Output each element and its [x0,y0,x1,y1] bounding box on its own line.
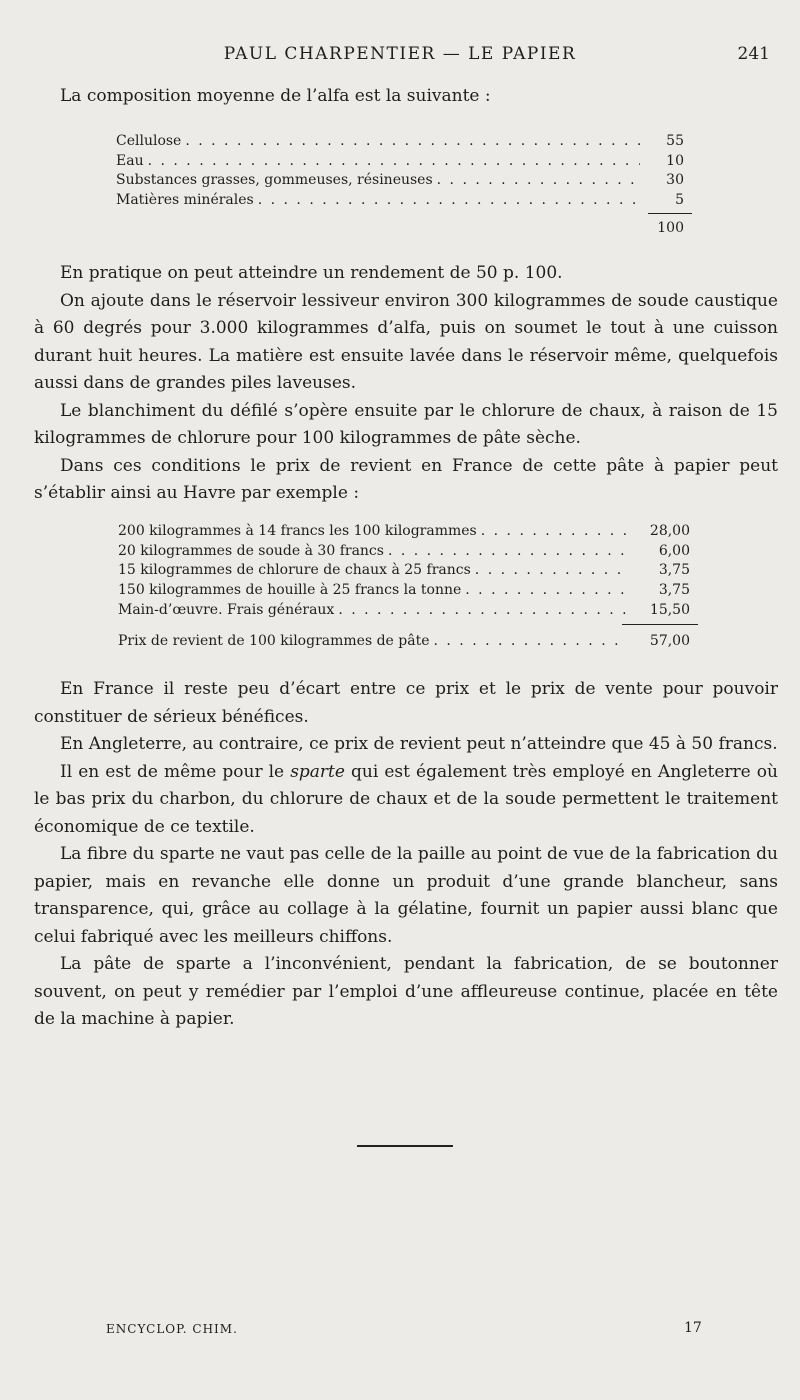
row-label: Eau [116,152,144,169]
total-value: 57,00 [649,633,690,649]
row-label: Cellulose [116,133,182,149]
dot-leader [185,133,640,149]
running-head [0,44,800,68]
paragraph: En pratique on peut atteindre un rendement de 50 p. 100. [60,263,563,283]
table-row [116,192,684,212]
table-row [116,133,684,153]
paragraph [34,759,778,842]
cost-total-row [118,633,690,649]
row-value: 6,00 [658,542,690,559]
text-run: qui est également très employé en Angleterre où le bas prix du charbon, du chlorure de chaux et de la soude permettent le traitement économique de ce textile. [34,761,778,837]
table-row [116,172,684,192]
row-label: 20 kilogrammes de soude à 30 francs [118,542,384,559]
sum-rule [622,624,698,625]
cost-table [118,523,690,621]
row-label: 150 kilogrammes de houille à 25 francs la tonne [118,582,462,599]
table-row [118,562,690,582]
paragraph: On ajoute dans le réservoir lessiveur environ 300 kilogrammes de soude caustique à 60 degrés pour 3.000 kilogrammes d’alfa, puis on soumet le tout à une cuisson durant huit heures. La matière est ensuite lavée dans le réservoir même, quelquefois aussi dans de grandes piles laveuses. [34,290,778,393]
table-row [118,602,690,622]
table-row [116,153,684,173]
row-value: 3,75 [658,562,690,579]
dot-leader [258,192,640,208]
table-row [118,543,690,563]
page-number: 241 [737,44,770,64]
row-value: 10 [666,152,684,169]
text-block-2 [34,676,778,1034]
dot-leader [481,523,626,539]
row-value: 5 [675,191,684,208]
row-label: Main-d’œuvre. Frais généraux [118,601,335,618]
paragraph: Dans ces conditions le prix de revient en France de cette pâte à papier peut s’établir ainsi au Havre par exemple : [34,455,778,503]
table-row [118,523,690,543]
running-title: PAUL CHARPENTIER — LE PAPIER [223,44,577,64]
italic-term: sparte [290,761,345,782]
row-label: 15 kilogrammes de chlorure de chaux à 25 francs [118,562,471,579]
text-block-1 [34,260,778,508]
paragraph: En France il reste peu d’écart entre ce prix et le prix de vente pour pouvoir constituer de sérieux bénéfices. [34,679,778,727]
paragraph: La pâte de sparte a l’inconvénient, pendant la fabrication, de se boutonner souvent, on peut y remédier par l’emploi d’une affleureuse continue, placée en tête de la machine à papier. [34,954,778,1029]
dot-leader [148,153,640,169]
row-value: 3,75 [658,582,690,599]
total-label: Prix de revient de 100 kilogrammes de pâte [118,633,430,649]
dot-leader [388,543,626,559]
dot-leader [437,172,640,188]
paragraph: Le blanchiment du défilé s’opère ensuite par le chlorure de chaux, à raison de 15 kilogrammes de chlorure pour 100 kilogrammes de pâte sèche. [34,400,778,448]
sum-rule [648,213,692,214]
row-label: Matières minérales [116,191,254,208]
row-value: 28,00 [649,523,690,539]
text-run: Il en est de même pour le [60,761,291,782]
paragraph: En Angleterre, au contraire, ce prix de revient peut n’atteindre que 45 à 50 francs. [60,734,778,754]
paragraph: La fibre du sparte ne vaut pas celle de la paille au point de vue de la fabrication du papier, mais en revanche elle donne un produit d’une grande blancheur, sans transparence, qui, grâce au collage à la gélatine, fournit un papier aussi blanc que celui fabriqué avec les meilleurs chiffons. [34,844,778,947]
row-label: 200 kilogrammes à 14 francs les 100 kilogrammes [118,523,477,539]
dot-leader [465,582,626,598]
intro-paragraph: La composition moyenne de l’alfa est la suivante : [60,86,491,106]
footer-sheet-number: 17 [684,1320,702,1336]
dot-leader [338,602,626,618]
row-value: 30 [666,172,684,189]
dot-leader [475,562,626,578]
composition-total: 100 [657,220,684,236]
row-label: Substances grasses, gommeuses, résineuses [116,172,433,189]
row-value: 15,50 [649,601,690,618]
table-row [118,582,690,602]
dot-leader [434,633,627,649]
row-value: 55 [666,133,684,149]
footer-signature: ENCYCLOP. CHIM. [106,1322,238,1336]
composition-table [116,133,684,211]
section-end-rule [357,1145,453,1147]
